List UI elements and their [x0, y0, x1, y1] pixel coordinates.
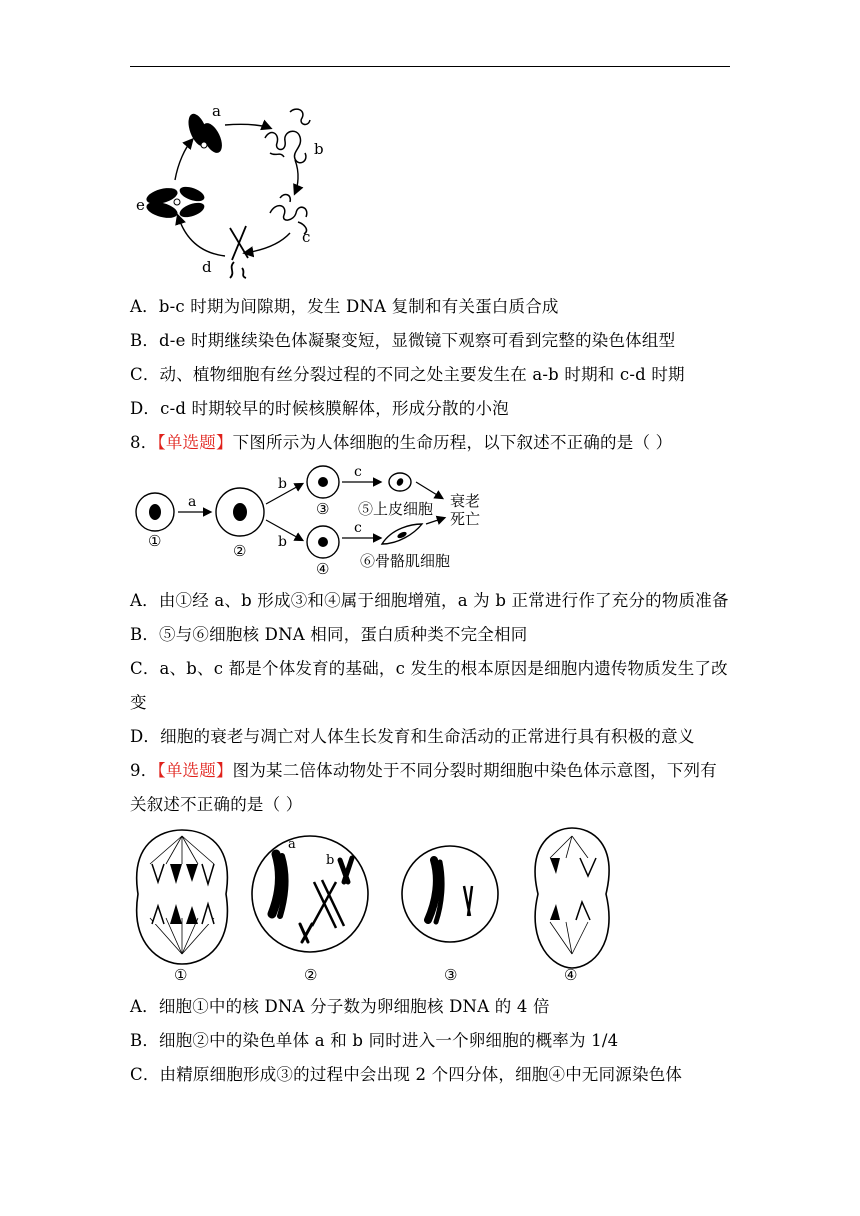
cell-cycle-label-a: a: [212, 102, 221, 120]
cell-label-3: ③: [316, 500, 330, 518]
q9-option-b: B．细胞②中的染色单体 a 和 b 同时进入一个卵细胞的概率为 1/4: [130, 1031, 619, 1050]
arrow-c-bottom-label: c: [354, 520, 362, 536]
cell-cycle-label-b: b: [314, 140, 324, 158]
header-rule: [130, 66, 730, 67]
q7-option-a: A．b-c 时期为间隙期，发生 DNA 复制和有关蛋白质合成: [130, 297, 559, 316]
q8-option-b: B．⑤与⑥细胞核 DNA 相同，蛋白质种类不完全相同: [130, 625, 528, 644]
q9-option-a: A．细胞①中的核 DNA 分子数为卵细胞核 DNA 的 4 倍: [130, 997, 550, 1016]
chromatid-label-b: b: [326, 853, 335, 868]
q7-option-c: C．动、植物细胞有丝分裂过程的不同之处主要发生在 a-b 时期和 c-d 时期: [130, 365, 685, 384]
meiosis-cell-label-1: ①: [174, 966, 188, 984]
q7-option-d: D．c-d 时期较早的时候核膜解体，形成分散的小泡: [130, 399, 509, 418]
q8-stem: [130, 432, 672, 454]
cell-life-history-figure: [130, 462, 490, 580]
q8-type-tag: 【单选题】: [157, 433, 233, 452]
cell-label-4: ④: [316, 560, 330, 578]
q8-option-a: A．由①经 a、b 形成③和④属于细胞增殖，a 为 b 正常进行作了充分的物质准备: [130, 591, 729, 610]
fate-text-death: 死亡: [450, 510, 481, 528]
label-skeletal-muscle-cell: ⑥骨骼肌细胞: [360, 552, 451, 570]
q8-option-d: D．细胞的衰老与凋亡对人体生长发育和生命活动的正常进行具有积极的意义: [130, 727, 695, 746]
q9-type-tag: 【单选题】: [157, 761, 233, 780]
arrow-a-label: a: [188, 494, 197, 510]
fate-text-senescence: 衰老: [450, 492, 481, 510]
cell-label-1: ①: [148, 532, 162, 550]
cell-cycle-label-e: e: [136, 196, 145, 214]
arrow-b-bottom-label: b: [278, 534, 287, 550]
q8-option-c-continued: 变: [130, 693, 147, 712]
q8-stem-text: 下图所示为人体细胞的生命历程，以下叙述不正确的是（ ）: [232, 433, 673, 452]
q9-stem-line1: 图为某二倍体动物处于不同分裂时期细胞中染色体示意图，下列有: [232, 761, 717, 780]
q9-stem: [130, 760, 717, 782]
q9-number: 9．: [130, 761, 158, 780]
cell-cycle-label-d: d: [202, 258, 212, 276]
meiosis-cells-figure: [130, 824, 620, 986]
q9-option-c: C．由精原细胞形成③的过程中会出现 2 个四分体，细胞④中无同源染色体: [130, 1065, 683, 1084]
meiosis-cell-label-2: ②: [304, 966, 318, 984]
arrow-c-top-label: c: [354, 464, 362, 480]
arrow-b-top-label: b: [278, 476, 287, 492]
cell-cycle-label-c: c: [302, 228, 311, 246]
q8-number: 8．: [130, 433, 158, 452]
meiosis-cell-label-3: ③: [444, 966, 458, 984]
q9-stem-line2: 关叙述不正确的是（ ）: [130, 795, 303, 814]
label-epithelial-cell: ⑤上皮细胞: [358, 500, 434, 518]
cell-label-2: ②: [233, 542, 247, 560]
chromatid-label-a: a: [288, 837, 296, 852]
q7-option-b: B．d-e 时期继续染色体凝聚变短，显微镜下观察可看到完整的染色体组型: [130, 331, 676, 350]
meiosis-cell-label-4: ④: [564, 966, 578, 984]
q8-option-c: C．a、b、c 都是个体发育的基础，c 发生的根本原因是细胞内遗传物质发生了改: [130, 659, 728, 678]
cell-cycle-figure: [130, 98, 350, 283]
